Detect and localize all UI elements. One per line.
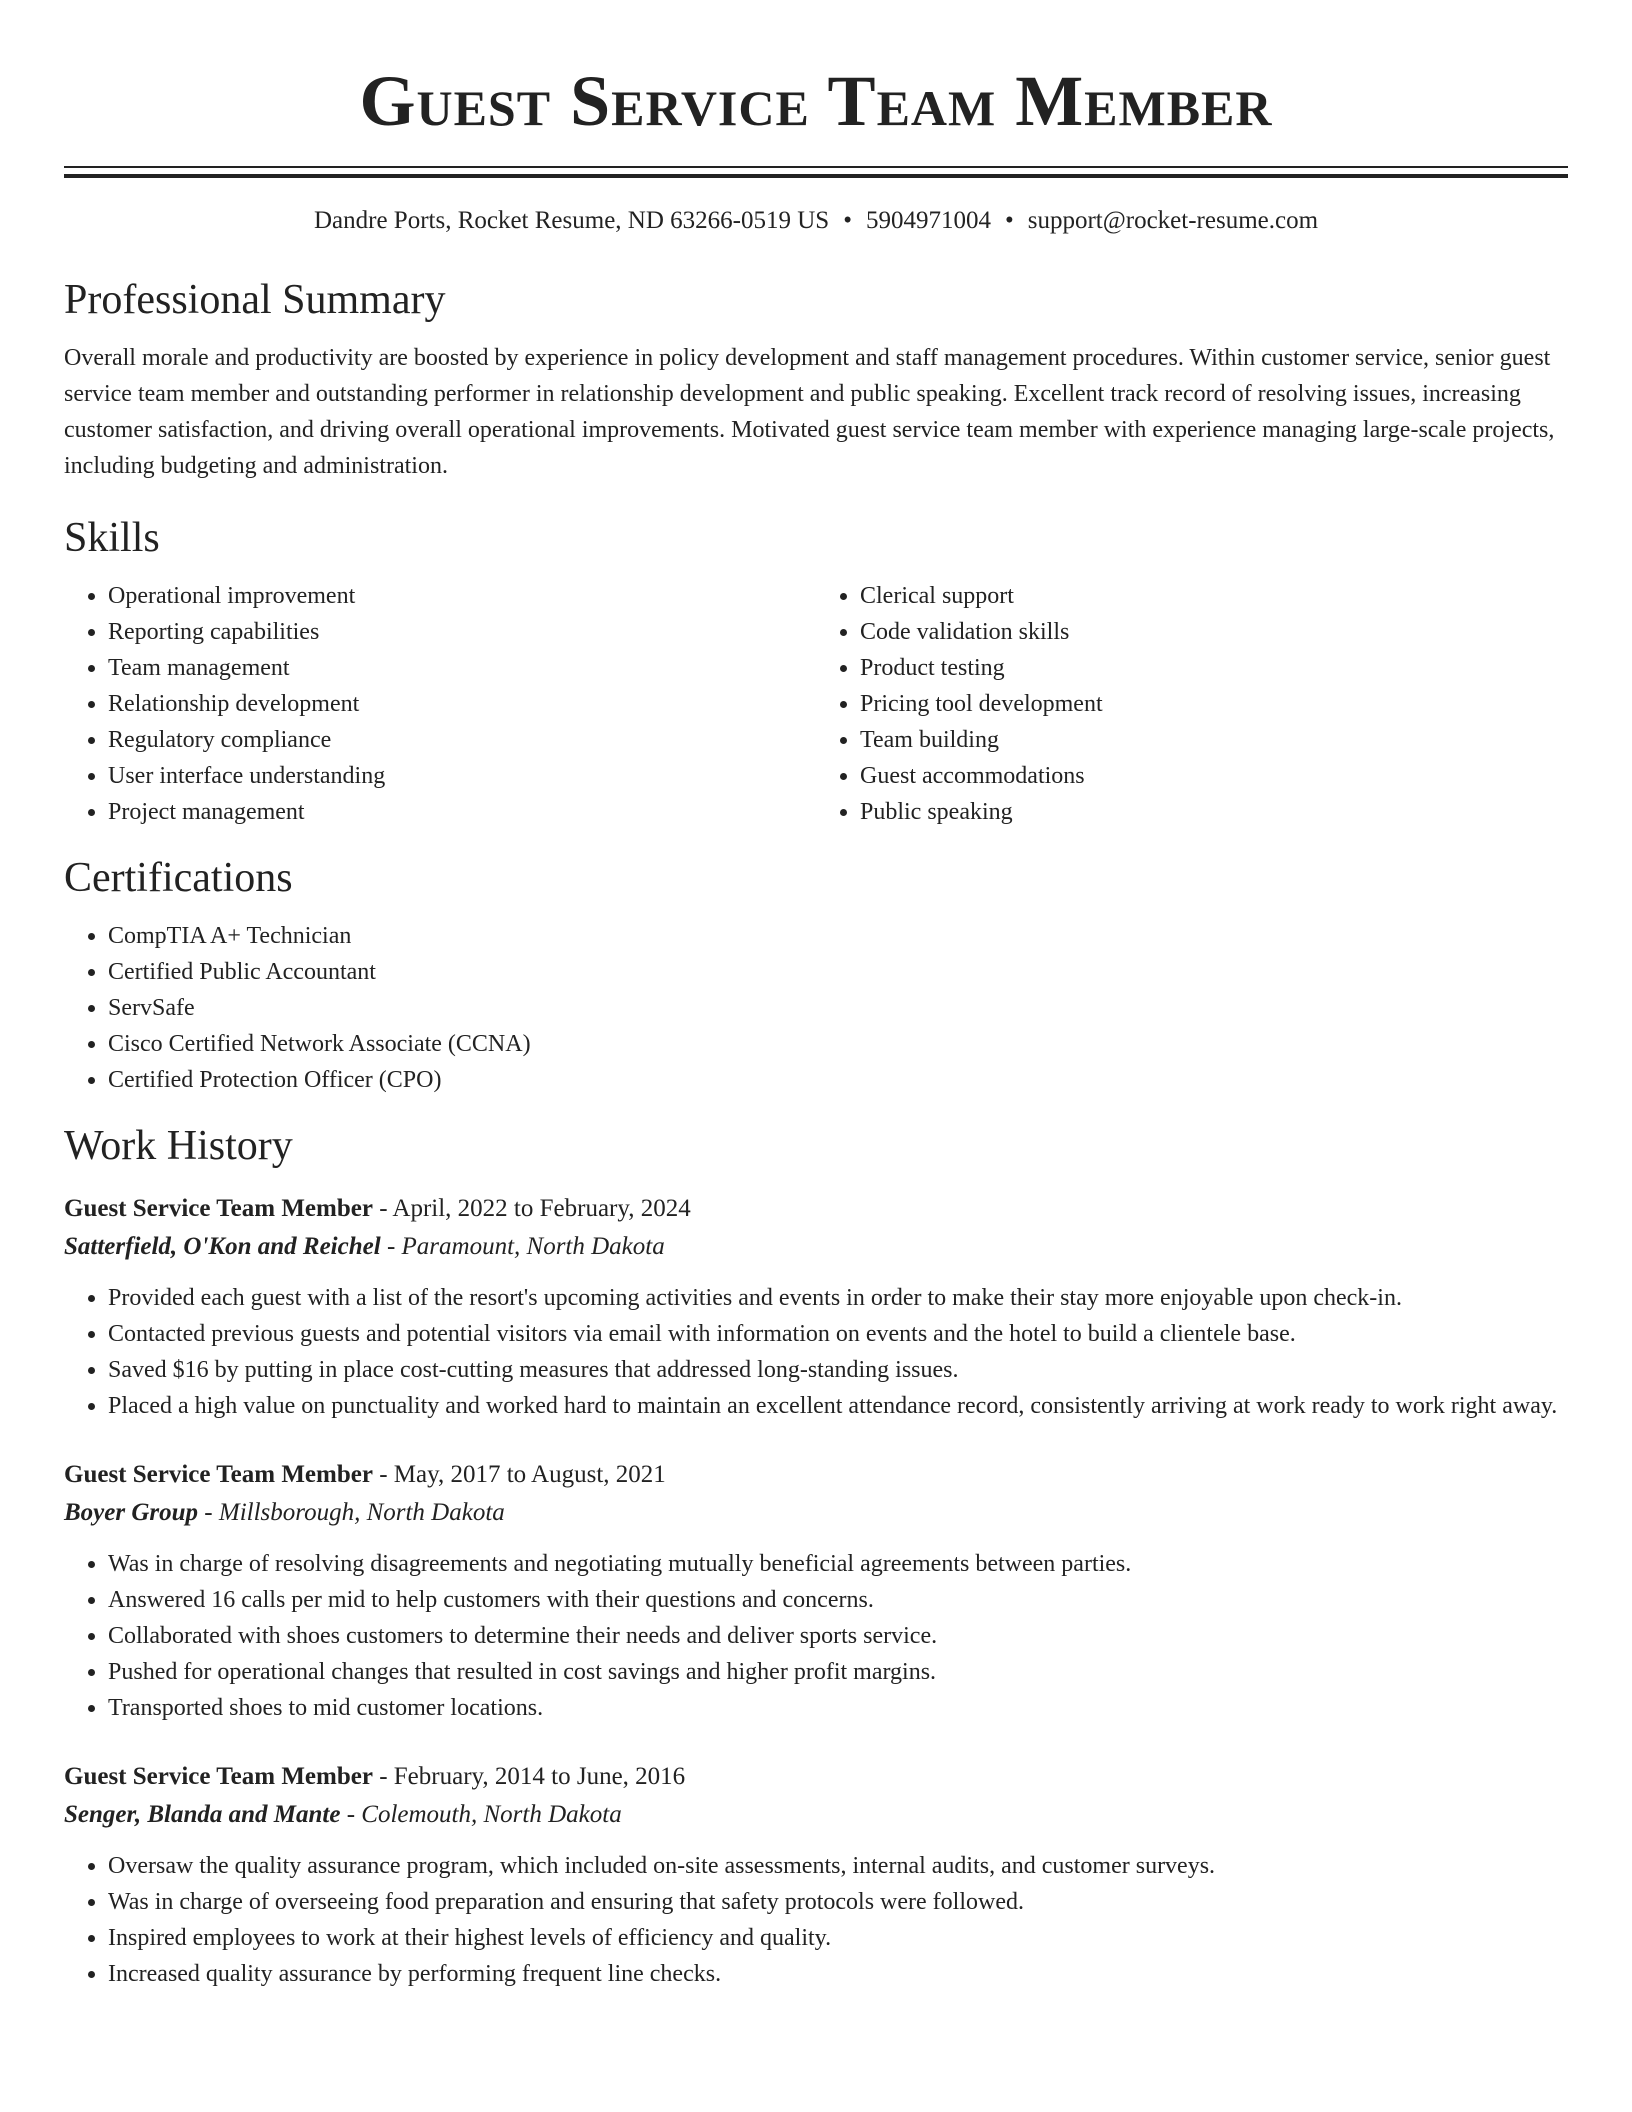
- job-dash: -: [198, 1499, 219, 1526]
- skill-item: • Public speaking: [860, 794, 1568, 830]
- skills-columns: [64, 578, 1568, 830]
- duty-item: • Transported shoes to mid customer locations.: [108, 1690, 1568, 1726]
- job-company: Boyer Group: [64, 1499, 199, 1526]
- work-history-heading: Work History: [64, 1123, 293, 1169]
- skill-item: • Product testing: [860, 650, 1568, 686]
- job-duties: [64, 1280, 1568, 1424]
- job-company-line: [64, 1796, 1568, 1834]
- resume-title: Guest Service Team Member: [359, 61, 1273, 141]
- job-dates: May, 2017 to August, 2021: [393, 1461, 666, 1488]
- contact-separator: •: [843, 207, 852, 234]
- skills-list-right: [816, 578, 1568, 830]
- job-title-line: [64, 1758, 1568, 1796]
- job-company-line: [64, 1228, 1568, 1266]
- contact-address: Dandre Ports, Rocket Resume, ND 63266-0519 US: [313, 207, 830, 234]
- job-role: Guest Service Team Member: [64, 1763, 373, 1790]
- duty-item: • Was in charge of resolving disagreements and negotiating mutually beneficial agreements between parties.: [108, 1546, 1568, 1582]
- skill-item: • Clerical support: [860, 578, 1568, 614]
- job-company: Senger, Blanda and Mante: [64, 1801, 341, 1828]
- duty-item: • Contacted previous guests and potential visitors via email with information on events and the hotel to build a clientele base.: [108, 1316, 1568, 1352]
- duty-item: • Saved $16 by putting in place cost-cutting measures that addressed long-standing issues.: [108, 1352, 1568, 1388]
- skill-item: • Code validation skills: [860, 614, 1568, 650]
- duty-item: • Collaborated with shoes customers to determine their needs and deliver sports service.: [108, 1618, 1568, 1654]
- title-divider: [64, 166, 1568, 178]
- certification-item: • Cisco Certified Network Associate (CCNA): [108, 1026, 1568, 1062]
- job-role: Guest Service Team Member: [64, 1195, 373, 1222]
- skill-item: • User interface understanding: [108, 758, 816, 794]
- skill-item: • Reporting capabilities: [108, 614, 816, 650]
- certification-item: • Certified Protection Officer (CPO): [108, 1062, 1568, 1098]
- skill-item: • Operational improvement: [108, 578, 816, 614]
- summary-text: Overall morale and productivity are boosted by experience in policy development and staff management procedures. Within customer service, senior guest service team member and outstanding performer in relationship development and public speaking. Excellent track record of resolving issues, increasing customer satisfaction, and driving overall operational improvements. Motivated guest service team member with experience managing large-scale projects, including budgeting and administration.: [64, 345, 1555, 479]
- duty-item: • Oversaw the quality assurance program, which included on-site assessments, internal audits, and customer surveys.: [108, 1848, 1568, 1884]
- job-entry: [64, 1190, 1568, 1424]
- job-company: Satterfield, O'Kon and Reichel: [64, 1233, 381, 1260]
- duty-item: • Was in charge of overseeing food preparation and ensuring that safety protocols were followed.: [108, 1884, 1568, 1920]
- duty-item: • Answered 16 calls per mid to help customers with their questions and concerns.: [108, 1582, 1568, 1618]
- job-location: Paramount, North Dakota: [401, 1233, 665, 1260]
- job-dates: April, 2022 to February, 2024: [392, 1195, 691, 1222]
- skill-item: • Project management: [108, 794, 816, 830]
- job-title-line: [64, 1456, 1568, 1494]
- job-dash: -: [372, 1763, 394, 1790]
- job-dates: February, 2014 to June, 2016: [393, 1763, 686, 1790]
- duty-item: • Increased quality assurance by performing frequent line checks.: [108, 1956, 1568, 1992]
- certifications-heading: Certifications: [64, 855, 293, 901]
- job-dash: -: [380, 1233, 402, 1260]
- contact-line: [64, 204, 1568, 238]
- contact-phone: 5904971004: [865, 207, 991, 234]
- skill-item: • Team building: [860, 722, 1568, 758]
- certification-item: • Certified Public Accountant: [108, 954, 1568, 990]
- skill-item: • Relationship development: [108, 686, 816, 722]
- job-company-line: [64, 1494, 1568, 1532]
- certification-item: • ServSafe: [108, 990, 1568, 1026]
- certifications-list: [64, 918, 1568, 1098]
- job-location: Colemouth, North Dakota: [361, 1801, 622, 1828]
- job-entry: [64, 1758, 1568, 1992]
- job-duties: [64, 1546, 1568, 1726]
- duty-item: • Placed a high value on punctuality and worked hard to maintain an excellent attendance record, consistently arriving at work ready to work right away.: [108, 1388, 1568, 1424]
- skill-item: • Team management: [108, 650, 816, 686]
- job-dash: -: [372, 1195, 393, 1222]
- certification-item: • CompTIA A+ Technician: [108, 918, 1568, 954]
- skill-item: • Guest accommodations: [860, 758, 1568, 794]
- duty-item: • Inspired employees to work at their highest levels of efficiency and quality.: [108, 1920, 1568, 1956]
- skill-item: • Pricing tool development: [860, 686, 1568, 722]
- job-entry: [64, 1456, 1568, 1726]
- skills-list-left: [64, 578, 816, 830]
- job-dash: -: [340, 1801, 362, 1828]
- contact-email: support@rocket-resume.com: [1027, 207, 1319, 234]
- job-title-line: [64, 1190, 1568, 1228]
- duty-item: • Provided each guest with a list of the resort's upcoming activities and events in order to make their stay more enjoyable upon check-in.: [108, 1280, 1568, 1316]
- duty-item: • Pushed for operational changes that resulted in cost savings and higher profit margins.: [108, 1654, 1568, 1690]
- job-dash: -: [372, 1461, 394, 1488]
- job-role: Guest Service Team Member: [64, 1461, 373, 1488]
- summary-heading: Professional Summary: [64, 277, 446, 323]
- skill-item: • Regulatory compliance: [108, 722, 816, 758]
- job-location: Millsborough, North Dakota: [218, 1499, 505, 1526]
- contact-separator: •: [1004, 207, 1014, 234]
- skills-heading: Skills: [64, 515, 160, 561]
- job-duties: [64, 1848, 1568, 1992]
